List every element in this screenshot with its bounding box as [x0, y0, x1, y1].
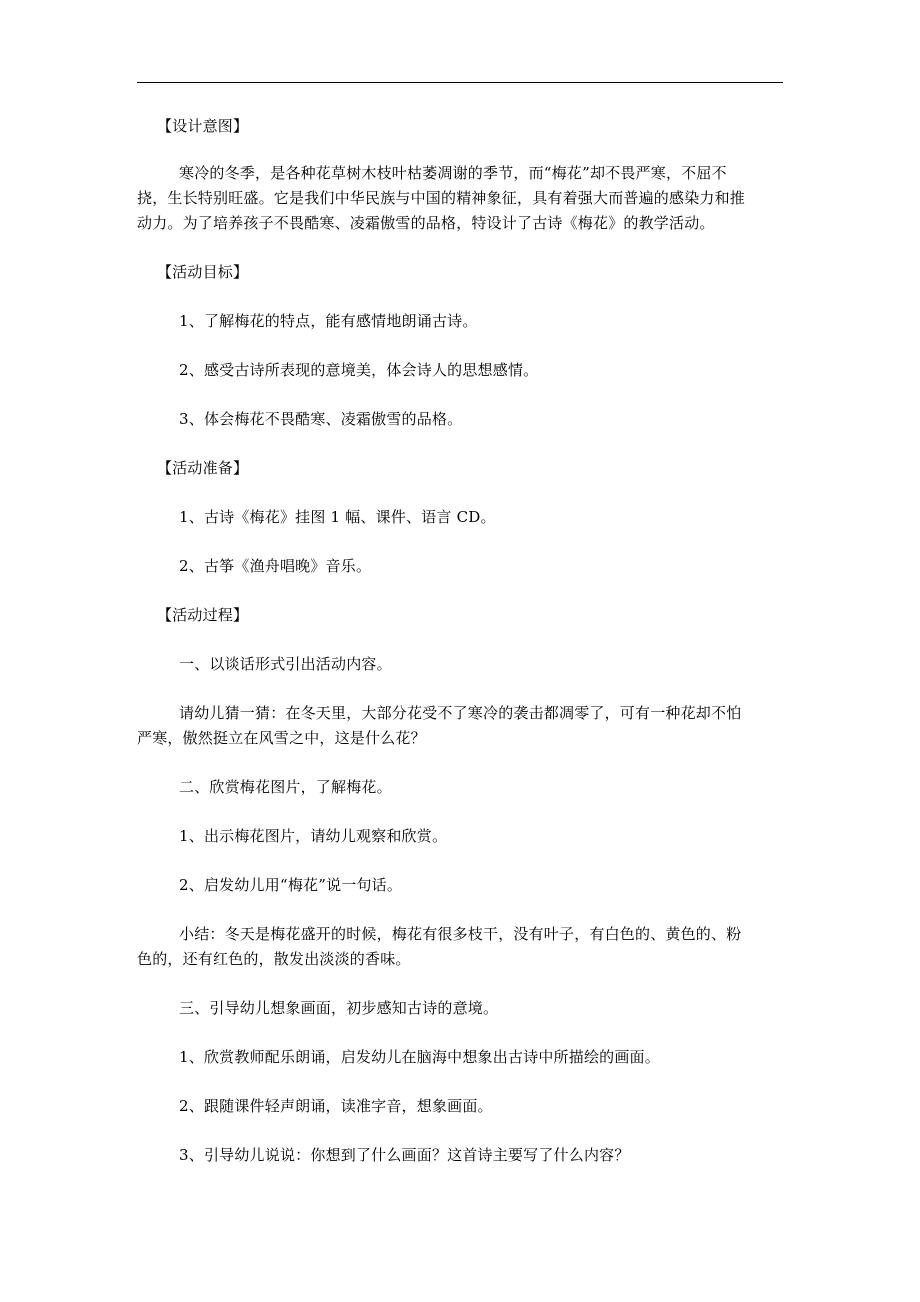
preparation-item: 2、古筝《渔舟唱晚》音乐。 — [179, 557, 372, 575]
paragraph-line: 动力。为了培养孩子不畏酷寒、凌霜傲雪的品格，特设计了古诗《梅花》的教学活动。 — [137, 214, 715, 232]
section-heading-design-intent: 【设计意图】 — [157, 117, 249, 135]
paragraph-line: 色的，还有红色的，散发出淡淡的香味。 — [137, 950, 411, 968]
process-step-item: 2、启发幼儿用“梅花”说一句话。 — [179, 876, 403, 894]
process-step-item: 2、跟随课件轻声朗诵，读准字音，想象画面。 — [179, 1097, 493, 1115]
section-heading-preparation: 【活动准备】 — [157, 459, 249, 477]
paragraph-line: 挠，生长特别旺盛。它是我们中华民族与中国的精神象征，具有着强大而普遍的感染力和推 — [137, 189, 746, 207]
preparation-item: 1、古诗《梅花》挂图 1 幅、课件、语言 CD。 — [179, 508, 496, 526]
process-step-item: 1、欣赏教师配乐朗诵，启发幼儿在脑海中想象出古诗中所描绘的画面。 — [179, 1048, 660, 1066]
goal-item: 2、感受古诗所表现的意境美，体会诗人的思想感情。 — [179, 361, 539, 379]
paragraph-line: 寒冷的冬季，是各种花草树木枝叶枯萎凋谢的季节，而“梅花”却不畏严寒，不屈不 — [179, 164, 727, 182]
process-step-item: 3、引导幼儿说说：你想到了什么画面？这首诗主要写了什么内容？ — [179, 1146, 630, 1164]
header-rule — [137, 82, 783, 83]
section-heading-goals: 【活动目标】 — [157, 263, 249, 281]
paragraph-line: 严寒，傲然挺立在风雪之中，这是什么花？ — [137, 729, 426, 747]
step1-paragraph — [137, 701, 783, 751]
goal-item: 1、了解梅花的特点，能有感情地朗诵古诗。 — [179, 312, 478, 330]
document-body — [137, 114, 783, 1168]
paragraph-line: 小结：冬天是梅花盛开的时候，梅花有很多枝干，没有叶子，有白色的、黄色的、粉 — [179, 925, 742, 943]
process-step-title: 一、以谈话形式引出活动内容。 — [179, 655, 392, 673]
process-step-title: 三、引导幼儿想象画面，初步感知古诗的意境。 — [179, 999, 499, 1017]
design-intent-paragraph — [137, 161, 783, 236]
goal-item: 3、体会梅花不畏酷寒、凌霜傲雪的品格。 — [179, 410, 463, 428]
step2-summary — [137, 922, 783, 972]
process-step-item: 1、出示梅花图片，请幼儿观察和欣赏。 — [179, 827, 448, 845]
paragraph-line: 请幼儿猜一猜：在冬天里，大部分花受不了寒冷的袭击都凋零了，可有一种花却不怕 — [179, 704, 742, 722]
process-step-title: 二、欣赏梅花图片，了解梅花。 — [179, 778, 392, 796]
section-heading-process: 【活动过程】 — [157, 606, 249, 624]
